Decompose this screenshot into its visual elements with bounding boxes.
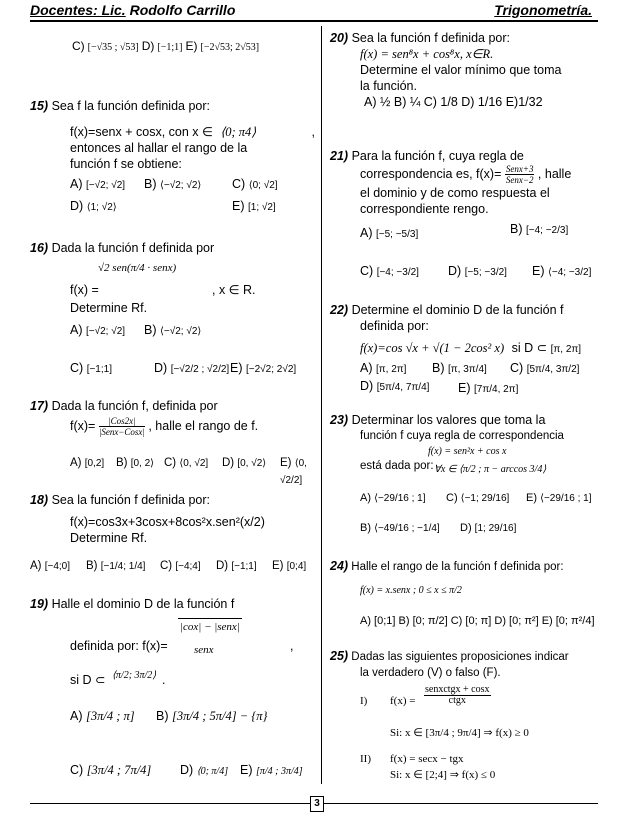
option-b: B) xyxy=(144,323,157,337)
option-a-value: ⟨−29/16 ; 1] xyxy=(374,493,426,504)
option-e-value: [7π/4, 2π] xyxy=(473,384,519,395)
option-d-value: [5π/4, 7π/4] xyxy=(376,382,430,393)
option-d: D) xyxy=(180,763,194,777)
column-divider xyxy=(321,26,322,784)
question-text: el dominio y de como respuesta el xyxy=(360,186,550,200)
option-a-value: [3π/4 ; π] xyxy=(85,709,135,723)
question-number: 25) xyxy=(330,649,349,663)
fraction-denominator: senx xyxy=(194,644,214,656)
question-number: 16) xyxy=(30,241,49,255)
header-rule xyxy=(30,20,598,22)
question-25 xyxy=(330,648,600,787)
question-21 xyxy=(330,148,600,289)
option-e-value: [−2√53; 2√53] xyxy=(200,42,260,53)
function-rule: f(x) = sen⁸x + cos⁸x, x∈R. xyxy=(360,47,494,61)
function-label: f(x)= xyxy=(70,418,96,433)
option-a: A) xyxy=(70,709,83,723)
option-a-value: [π, 2π] xyxy=(375,364,407,375)
option-e: E) xyxy=(280,457,292,469)
fraction-denominator: ctgx xyxy=(448,695,466,706)
option-d-value: [1; 29/16] xyxy=(474,523,517,534)
question-text: si D ⊂ xyxy=(70,673,106,687)
option-b: B) xyxy=(144,177,157,191)
question-text: , halle el rango de f. xyxy=(148,418,259,433)
question-text: Determine Rf. xyxy=(70,301,148,315)
question-text: , halle xyxy=(537,166,572,181)
option-d: D) xyxy=(460,522,472,534)
question-title: Sea f la función definida por: xyxy=(51,99,211,113)
option-c: C) xyxy=(232,177,246,191)
question-number: 23) xyxy=(330,413,349,427)
proposition-ii-condition: Si: x ∈ [2;4] ⇒ f(x) ≤ 0 xyxy=(390,769,496,781)
option-b: B) xyxy=(510,222,523,236)
option-a-value: [−√2; √2] xyxy=(85,180,126,191)
function-fraction xyxy=(505,164,535,185)
option-b: B) xyxy=(360,522,371,534)
question-text: la función. xyxy=(360,79,417,93)
option-c: C) xyxy=(70,763,84,777)
question-title: Dadas las siguientes proposiciones indicar xyxy=(351,651,569,663)
option-b-value: [−1/4; 1/4] xyxy=(100,561,146,572)
header-name: Rodolfo Carrillo xyxy=(125,2,236,18)
sqrt-expression: |cox| − |senx| xyxy=(178,618,242,635)
option-d-value: [−1;1] xyxy=(231,561,257,572)
option-b: B) xyxy=(156,709,169,723)
option-e-value: ⟨−29/16 ; 1] xyxy=(540,493,592,504)
option-c: C) xyxy=(72,39,85,53)
fraction-numerator: |Cos2x| xyxy=(99,416,145,427)
option-c: C) xyxy=(446,492,458,504)
fraction-denominator: |Senx−Cosx| xyxy=(98,427,145,437)
question-number: 15) xyxy=(30,99,49,113)
option-a: A) xyxy=(30,560,42,572)
comma: , xyxy=(311,125,315,139)
question-text: función f se obtiene: xyxy=(70,157,182,171)
question-15 xyxy=(30,98,315,220)
option-c-value: ⟨0, √2] xyxy=(179,458,209,469)
option-b: B) xyxy=(86,560,98,572)
function-numerator: √2 sen(π/4 · senx) xyxy=(98,262,177,274)
option-c: C) xyxy=(164,457,177,469)
question-number: 19) xyxy=(30,597,49,611)
option-b: B) xyxy=(116,457,128,469)
option-c-value: [−4;4] xyxy=(175,561,201,572)
function-domain: , x ∈ R. xyxy=(212,283,256,297)
function-rule: f(x) = sen²x + cos x xyxy=(428,446,507,457)
question-22 xyxy=(330,302,600,396)
option-b-value: [π, 3π/4] xyxy=(447,364,487,375)
option-e-value: ⟨0, √2/2] xyxy=(280,458,307,486)
page-number: 3 xyxy=(310,796,324,812)
option-d-value: [0, √2⟩ xyxy=(237,458,267,469)
option-d: D) xyxy=(360,379,374,393)
question-text: f(x)=senx + cosx, con x ∈ xyxy=(70,125,213,139)
option-e: E) xyxy=(230,361,243,375)
option-e-value: [−2√2; 2√2] xyxy=(245,364,297,375)
option-c-value: [−√35 ; √53] xyxy=(87,42,139,53)
proposition-i-label: I) xyxy=(360,695,368,707)
question-title: Dada la función f definida por xyxy=(51,241,215,255)
option-a-value: [−√2; √2] xyxy=(85,326,126,337)
option-c-value: ⟨0; √2] xyxy=(248,180,278,191)
option-a-value: [−5; −5/3] xyxy=(375,229,419,240)
option-b-value: ⟨−√2; √2⟩ xyxy=(159,180,202,191)
option-c-value: ⟨−1; 29/16] xyxy=(460,493,510,504)
question-text: correspondencia es, f(x)= xyxy=(360,166,502,181)
question-text: definida por: f(x)= xyxy=(70,639,168,653)
option-a: A) xyxy=(70,457,82,469)
option-d-value: ⟨0; π/4] xyxy=(196,766,229,777)
options-row: A) [0;1] B) [0; π/2] C) [0; π] D) [0; π²] E) [0; π²/4] xyxy=(360,615,595,627)
interval: ⟨π/2; 3π/2⟩ xyxy=(112,670,157,681)
option-a: A) xyxy=(360,492,371,504)
option-c-value: [3π/4 ; 7π/4] xyxy=(86,763,152,777)
option-a: A) xyxy=(360,361,373,375)
option-d: D) xyxy=(70,199,84,213)
option-d-value: [−1;1] xyxy=(157,42,183,53)
option-c: C) xyxy=(160,560,173,572)
option-b: B) xyxy=(432,361,445,375)
question-title: Determine el dominio D de la función f xyxy=(351,303,564,317)
question-title: Para la función f, cuya regla de xyxy=(351,149,524,163)
question-number: 22) xyxy=(330,303,349,317)
question-title: Sea la función f definida por: xyxy=(51,493,211,507)
option-d: D) xyxy=(448,264,462,278)
header-subject xyxy=(494,2,592,18)
option-b-value: [−4; −2/3] xyxy=(525,225,569,236)
option-e-value: ⟨−4; −3/2] xyxy=(547,267,592,278)
option-e: E) xyxy=(232,199,245,213)
option-b-value: ⟨−√2; √2⟩ xyxy=(159,326,202,337)
function-fraction xyxy=(99,416,145,437)
question-number: 20) xyxy=(330,31,349,45)
option-b-value: [3π/4 ; 5π/4] − {π} xyxy=(171,709,268,723)
proposition-i-condition: Si: x ∈ [3π/4 ; 9π/4] ⇒ f(x) ≥ 0 xyxy=(390,727,529,739)
subject-title: Trigonometría. xyxy=(494,2,592,18)
fraction-numerator: senxctgx + cosx xyxy=(425,684,490,695)
question-text: Determine Rf. xyxy=(70,531,148,545)
question-18 xyxy=(30,492,315,582)
option-c-value: [−4; −3/2] xyxy=(376,267,419,278)
option-e: E) xyxy=(272,560,284,572)
question-title: Halle el dominio D de la función f xyxy=(51,597,235,611)
option-e-value: [0;4] xyxy=(286,561,307,572)
domain-rule: ∀x ∈ ⟨π/2 ; π − arccos 3/4⟩ xyxy=(434,464,547,475)
function-fraction xyxy=(424,685,491,706)
question-title: Dada la función f, definida por xyxy=(51,399,218,413)
question-text: la verdadero (V) o falso (F). xyxy=(360,667,501,679)
question-24 xyxy=(330,558,600,629)
comma: , xyxy=(290,639,294,653)
function-rule: f(x) = x.senx ; 0 ≤ x ≤ π/2 xyxy=(360,585,462,596)
option-c: C) xyxy=(70,361,84,375)
option-a: A) xyxy=(70,177,83,191)
function-rule: f(x) = secx − tgx xyxy=(390,753,464,765)
question-16 xyxy=(30,240,315,380)
question-title: Determinar los valores que toma la xyxy=(351,413,546,427)
function-rule: f(x)=cos √x + √(1 − 2cos² x) xyxy=(360,341,505,355)
header-label: Docentes: Lic. xyxy=(30,2,126,18)
function-rule: f(x)=cos3x+3cosx+8cos²x.sen²(x/2) xyxy=(70,515,265,529)
option-c-value: [5π/4, 3π/2] xyxy=(526,364,580,375)
option-d: D) xyxy=(216,560,229,572)
option-c: C) xyxy=(360,264,374,278)
option-b-value: ⟨−49/16 ; −1/4] xyxy=(374,523,440,534)
question-text: Determine el valor mínimo que toma xyxy=(360,63,562,77)
option-c-value: [−1;1] xyxy=(86,364,112,375)
question-20 xyxy=(330,30,600,110)
option-a: A) xyxy=(360,226,373,240)
header-author xyxy=(30,2,235,18)
function-label: f(x) = xyxy=(390,695,416,707)
question-number: 18) xyxy=(30,493,49,507)
option-e: E) xyxy=(240,763,253,777)
function-label: f(x) = xyxy=(70,283,99,297)
question-title: Halle el rango de la función f definida por: xyxy=(351,561,564,573)
option-d-value: [−5; −3/2] xyxy=(464,267,507,278)
fraction-numerator: Senx+3 xyxy=(505,164,534,174)
option-b-value: [0, 2⟩ xyxy=(130,458,155,469)
option-e-value: [π/4 ; 3π/4] xyxy=(255,766,303,777)
question-text: está dada por: xyxy=(360,460,434,472)
question-text: definida por: xyxy=(360,319,429,333)
question-text: entonces al hallar el rango de la xyxy=(70,141,248,155)
question-23 xyxy=(330,412,600,546)
option-a-value: [−4;0] xyxy=(44,561,71,572)
fraction-denominator: Senx−2 xyxy=(505,175,534,185)
option-d-value: [−√2/2 ; √2/2] xyxy=(170,364,230,375)
option-e: E) xyxy=(458,381,471,395)
option-e: E) xyxy=(185,39,198,53)
option-a: A) xyxy=(70,323,83,337)
prev-options xyxy=(72,38,317,56)
option-d: D) xyxy=(154,361,168,375)
option-d: D) xyxy=(141,39,155,53)
option-e: E) xyxy=(532,264,545,278)
options-row: A) ½ B) ¼ C) 1/8 D) 1/16 E)1/32 xyxy=(364,95,543,109)
question-text: función f cuya regla de correspondencia xyxy=(360,430,564,442)
proposition-ii-label: II) xyxy=(360,753,371,765)
interval: [π, 2π] xyxy=(550,344,582,355)
period: . xyxy=(162,673,166,687)
question-number: 21) xyxy=(330,149,349,163)
question-number: 17) xyxy=(30,399,49,413)
option-d-value: ⟨1; √2⟩ xyxy=(86,202,117,213)
question-title: Sea la función f definida por: xyxy=(351,31,511,45)
option-c: C) xyxy=(510,361,524,375)
interval: ⟨0; π4⟩ xyxy=(220,125,257,139)
question-17 xyxy=(30,398,315,486)
option-e-value: [1; √2] xyxy=(247,202,276,213)
question-19 xyxy=(30,596,315,802)
option-a-value: [0,2] xyxy=(84,458,105,469)
option-d: D) xyxy=(222,457,235,469)
option-e: E) xyxy=(526,492,537,504)
question-text: si D ⊂ xyxy=(511,341,548,355)
question-text: correspondiente rengo. xyxy=(360,202,489,216)
question-number: 24) xyxy=(330,559,349,573)
